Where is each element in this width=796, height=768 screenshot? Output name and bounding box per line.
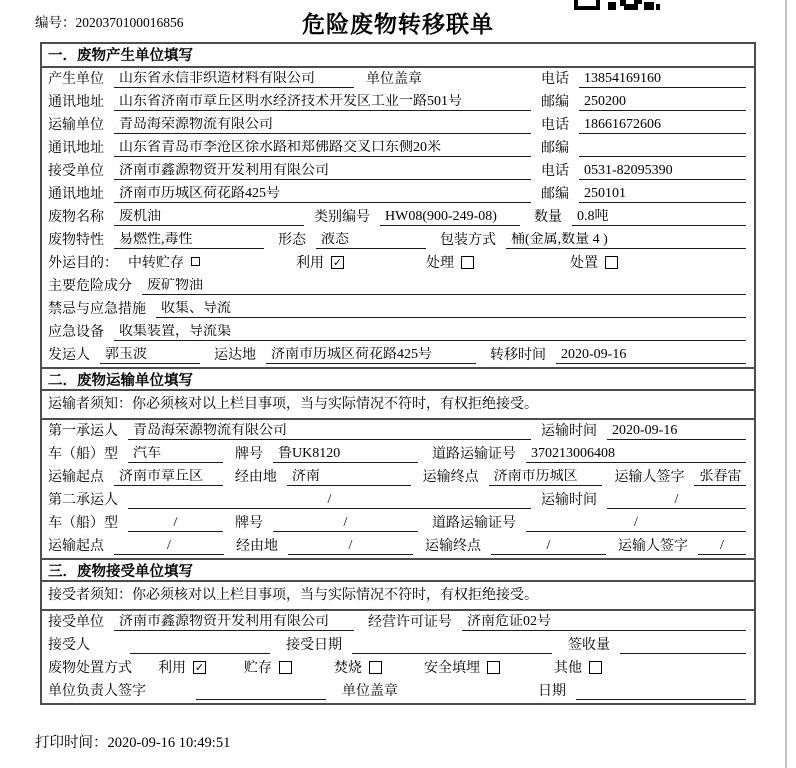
transport-time-label: 运输时间 [541,493,597,508]
signed-quantity-value [620,637,746,654]
print-time-value: 2020-09-16 10:49:51 [107,735,231,751]
checkbox-disposal-storage [279,661,292,674]
option-label: 利用 [296,256,324,271]
first-via-value: 济南 [287,469,411,486]
second-road-license-value: / [526,515,746,532]
section2-heading: 二．废物运输单位填写 [42,367,754,391]
disposal-option-landfill [424,657,500,677]
accept-unit-label: 接受单位 [48,615,104,630]
producer-address-value: 山东省济南市章丘区明水经济技术开发区工业一路501号 [114,94,531,111]
option-label: 安全填埋 [424,661,480,676]
second-end-value: / [491,538,606,555]
waste-name-value: 废机油 [114,209,304,226]
print-time-label: 打印时间： [35,735,108,751]
accept-date-label: 接受日期 [286,638,342,653]
transporter-unit-value: 青岛海荣源物流有限公司 [114,117,531,134]
receiver-unit-value: 济南市鑫源物资开发利用有限公司 [114,163,531,180]
taboo-measures-label: 禁忌与应急措施 [48,302,146,317]
second-carrier-row [42,489,754,512]
transporter-phone-value: 18661672606 [579,117,746,134]
producer-unit-row [42,68,754,91]
first-transport-time-value: 2020-09-16 [607,423,746,440]
form-number-label: 编号： [35,15,76,30]
unit-seal-label: 单位盖章 [342,684,398,699]
option-label: 焚烧 [334,661,362,676]
carrier-signature-label: 运输人签字 [614,470,685,485]
date-label: 日期 [538,684,566,699]
second-vehicle-type-value: / [128,515,223,532]
checkbox-disposal-other [589,661,602,674]
qr-code-fragment-icon [574,0,660,10]
purpose-option-utilize [296,252,344,272]
waste-character-row [42,229,754,252]
first-vehicle-row [42,443,754,466]
zip-label: 邮编 [541,141,569,156]
vehicle-type-label: 车（船）型 [48,516,118,531]
phone-label: 电话 [541,118,569,133]
checkbox-transfer-storage [191,257,200,266]
route-via-label: 经由地 [234,470,277,485]
waste-character-label: 废物特性 [48,233,104,248]
transporter-address-row [42,137,754,160]
checkbox-dispose [605,256,618,269]
road-transport-license-label: 道路运输证号 [432,447,516,462]
accept-unit-row [42,611,754,634]
waste-name-row [42,206,754,229]
first-carrier-signature-value: 张春雷 [694,469,746,486]
producer-phone-value: 13854169160 [579,71,746,88]
plate-number-label: 牌号 [235,447,263,462]
phone-label: 电话 [541,164,569,179]
address-label: 通讯地址 [48,187,104,202]
first-carrier-row [42,420,754,443]
section3-heading: 三．废物接受单位填写 [42,558,754,582]
option-label: 中转贮存 [128,256,184,271]
outbound-purpose-row [42,252,754,275]
seal-date-value [576,683,746,700]
accept-person-row [42,634,754,657]
first-carrier-label: 第一承运人 [48,424,118,439]
transporter-unit-label: 运输单位 [48,118,104,133]
responsible-signature-row [42,680,754,703]
emergency-equipment-value: 收集装置，导流渠 [114,324,746,341]
receiver-zip-value: 250101 [579,186,746,203]
first-origin-value: 济南市章丘区 [114,469,223,486]
route-origin-label: 运输起点 [48,539,104,554]
first-carrier-value: 青岛海荣源物流有限公司 [128,423,531,440]
address-label: 通讯地址 [48,141,104,156]
route-end-label: 运输终点 [425,539,481,554]
section1-heading: 一．废物产生单位填写 [42,44,754,68]
physical-form-label: 形态 [278,233,306,248]
carrier-signature-label: 运输人签字 [618,539,688,554]
first-plate-number-value: 鲁UK8120 [273,446,418,463]
checkbox-disposal-landfill [487,661,500,674]
transporter-address-value: 山东省青岛市李沧区徐水路和郑佛路交叉口东侧20米 [114,140,531,157]
sender-value: 郭玉波 [100,347,200,364]
purpose-option-transfer-storage [128,252,200,272]
producer-unit-label: 产生单位 [48,72,104,87]
transporter-unit-row [42,114,754,137]
disposal-method-label: 废物处置方式 [48,661,132,676]
first-road-license-value: 370213006408 [526,446,746,463]
hazard-component-label: 主要危险成分 [48,279,132,294]
receiver-notice: 接受者须知：你必须核对以上栏目事项，当与实际情况不符时，有权拒绝接受。 [42,582,754,611]
business-permit-label: 经营许可证号 [368,615,452,630]
accept-person-label: 接受人 [48,638,90,653]
emergency-equipment-label: 应急设备 [48,325,104,340]
hazard-component-value: 废矿物油 [142,278,746,295]
route-origin-label: 运输起点 [48,470,104,485]
second-route-row [42,535,754,558]
physical-form-value: 液态 [316,232,426,249]
first-route-row [42,466,754,489]
purpose-option-dispose [570,252,618,272]
address-label: 通讯地址 [48,95,104,110]
disposal-option-storage [244,657,292,677]
receiver-address-value: 济南市历城区荷花路425号 [114,186,531,203]
accept-person-value [130,637,270,654]
emergency-equipment-row [42,321,754,344]
quantity-label: 数量 [534,210,562,225]
option-label: 贮存 [244,661,272,676]
unit-seal-label: 单位盖章 [366,72,422,87]
second-carrier-signature-value: / [698,538,746,555]
producer-unit-value: 山东省永信非织造材料有限公司 [114,71,354,88]
print-time [35,731,230,752]
second-via-value: / [288,538,413,555]
second-plate-number-value: / [273,515,418,532]
taboo-measures-value: 收集、导流 [156,301,746,318]
second-transport-time-value: / [607,492,746,509]
zip-label: 邮编 [541,187,569,202]
packing-label: 包装方式 [440,233,496,248]
waste-character-value: 易燃性,毒性 [114,232,264,249]
destination-value: 济南市历城区荷花路425号 [266,347,476,364]
zip-label: 邮编 [541,95,569,110]
option-label: 其他 [554,661,582,676]
checkbox-disposal-incinerate [369,661,382,674]
responsible-signature-label: 单位负责人签字 [48,684,146,699]
second-carrier-value: / [128,492,531,509]
disposal-option-incinerate [334,657,382,677]
responsible-signature-value [196,683,326,700]
option-label: 处理 [426,256,454,271]
sender-label: 发运人 [48,348,90,363]
option-label: 利用 [158,661,186,676]
form-header [0,0,796,42]
destination-label: 运达地 [214,348,256,363]
business-permit-value: 济南危证02号 [462,614,746,631]
transport-time-label: 运输时间 [541,424,597,439]
producer-address-row [42,91,754,114]
plate-number-label: 牌号 [235,516,263,531]
receiver-unit-row [42,160,754,183]
disposal-option-utilize [158,657,206,677]
receiver-address-row [42,183,754,206]
route-via-label: 经由地 [236,539,278,554]
receiver-phone-value: 0531-82095390 [579,163,746,180]
transfer-form-table [40,42,756,705]
disposal-method-row [42,657,754,680]
second-vehicle-row [42,512,754,535]
category-code-label: 类别编号 [314,210,370,225]
transporter-notice: 运输者须知：你必须核对以上栏目事项，当与实际情况不符时，有权拒绝接受。 [42,391,754,420]
transporter-zip-value [579,140,746,157]
taboo-measures-row [42,298,754,321]
waste-name-label: 废物名称 [48,210,104,225]
phone-label: 电话 [541,72,569,87]
checkbox-utilize: ✓ [332,255,343,269]
vehicle-type-label: 车（船）型 [48,447,118,462]
second-origin-value: / [114,538,224,555]
category-code-value: HW08(900-249-08) [380,209,520,226]
quantity-value: 0.8吨 [572,209,746,226]
producer-zip-value: 250200 [579,94,746,111]
scan-edge-artifact [785,0,787,768]
first-vehicle-type-value: 汽车 [128,446,223,463]
transfer-time-value: 2020-09-16 [556,347,746,364]
route-end-label: 运输终点 [422,470,479,485]
first-end-value: 济南市历城区 [489,469,603,486]
checkbox-treat [461,256,474,269]
receiver-unit-label: 接受单位 [48,164,104,179]
outbound-purpose-label: 外运目的： [48,256,118,271]
option-label: 处置 [570,256,598,271]
checkbox-disposal-utilize: ✓ [194,660,205,674]
page-title: 危险废物转移联单 [302,11,494,37]
packing-value: 桶(金属,数量 4 ) [506,232,746,249]
form-number-value: 2020370100016856 [75,15,184,30]
accept-date-value [352,637,552,654]
second-carrier-label: 第二承运人 [48,493,118,508]
hazard-component-row [42,275,754,298]
disposal-option-other [554,657,602,677]
purpose-option-treat [426,252,474,272]
accept-unit-value: 济南市鑫源物资开发利用有限公司 [114,614,354,631]
road-transport-license-label: 道路运输证号 [432,516,516,531]
signed-quantity-label: 签收量 [568,638,610,653]
transfer-time-label: 转移时间 [490,348,546,363]
sender-row [42,344,754,367]
